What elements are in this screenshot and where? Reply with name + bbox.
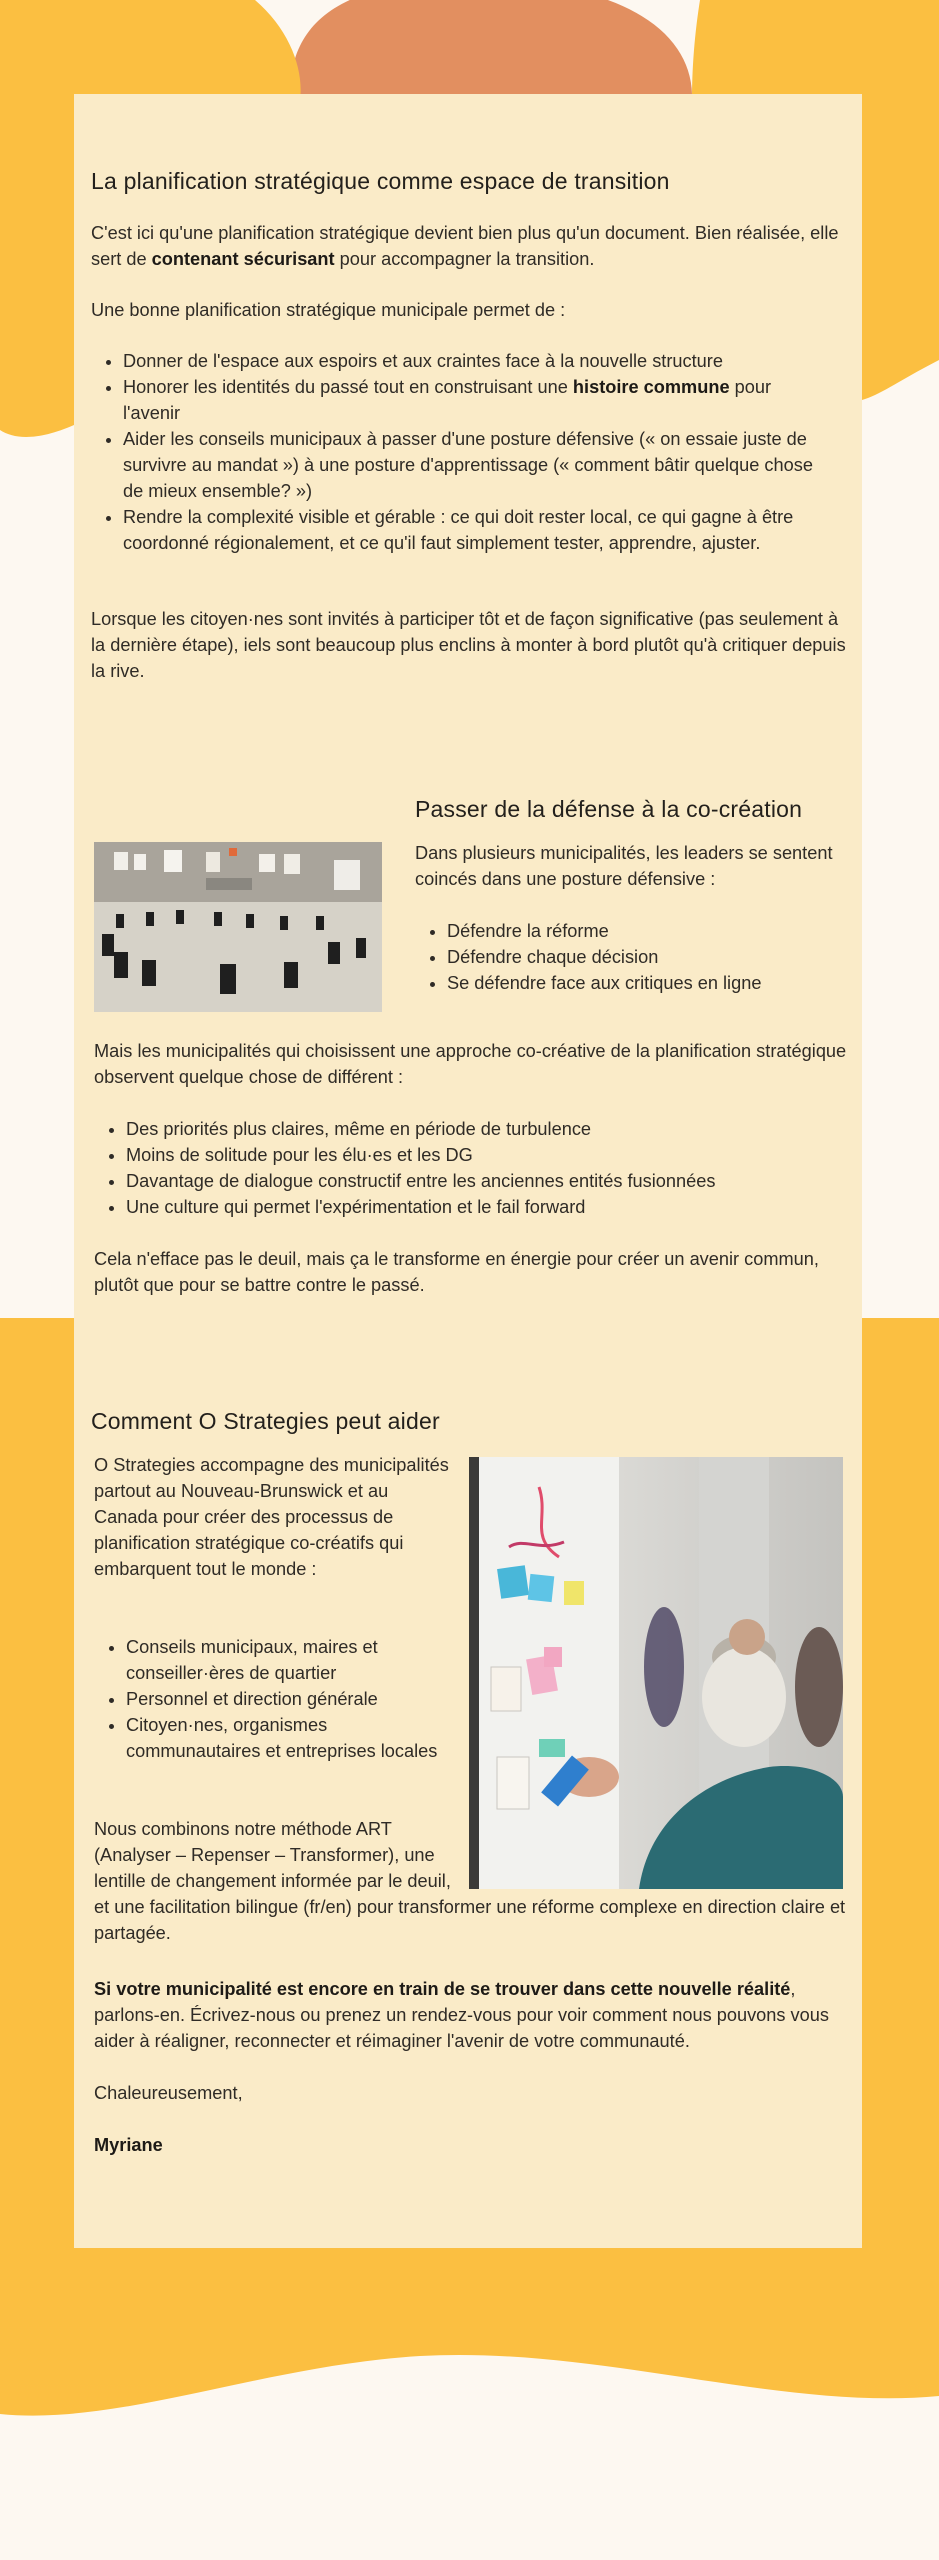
signature: Myriane — [94, 2135, 163, 2155]
list-item: • Des priorités plus claires, même en période de turbulence — [126, 1116, 834, 1142]
section3-bullet-list — [94, 1634, 439, 1764]
section3-method: Nous combinons notre méthode ART (Analyser – Repenser – Transformer), une lentille de changement informée par le deuil, et une facilitation bilingue (fr/en) pour transformer une réforme complexe en direction claire et partagée. — [94, 1819, 846, 1943]
content-card — [74, 94, 862, 2248]
list-item: • Se défendre face aux critiques en ligne — [447, 970, 835, 996]
sign-off: Chaleureusement, — [94, 2083, 243, 2103]
list-item: • Défendre chaque décision — [447, 944, 835, 970]
section1-lead: Une bonne planification stratégique municipale permet de : — [91, 300, 566, 320]
section1-closing: Lorsque les citoyen·nes sont invités à participer tôt et de façon significative (pas seulement à la dernière étape), iels sont beaucoup plus enclins à monter à bord plutôt qu'à critiquer depuis la rive. — [91, 609, 846, 681]
section2-bullet-list — [415, 918, 835, 996]
section2-intro: Dans plusieurs municipalités, les leaders se sentent coincés dans une posture défensive : — [415, 843, 833, 889]
section3-call-to-action: Si votre municipalité est encore en train de se trouver dans cette nouvelle réalité, parlons-en. Écrivez-nous ou prenez un rendez-vous pour voir comment nous pouvons vous aider à réaligner, reconnecter et réimaginer l'avenir de votre communauté. — [94, 1979, 829, 2051]
section2-title: Passer de la défense à la co-création — [415, 796, 803, 822]
section2-middle: Mais les municipalités qui choisissent une approche co-créative de la planification stratégique observent quelque chose de différent : — [94, 1041, 847, 1087]
workshop-room-photo — [94, 842, 382, 1012]
section2-closing: Cela n'efface pas le deuil, mais ça le transforme en énergie pour créer un avenir commun, plutôt que pour se battre contre le passé. — [94, 1249, 819, 1295]
list-item: • Défendre la réforme — [447, 918, 835, 944]
section1-title: La planification stratégique comme espace de transition — [91, 168, 670, 194]
list-item: • Aider les conseils municipaux à passer d'une posture défensive (« on essaie juste de survivre au mandat ») à une posture d'apprentissage (« comment bâtir quelque chose de mieux ensemble? ») — [123, 426, 831, 504]
list-item: • Personnel et direction générale — [126, 1686, 439, 1712]
list-item: • Citoyen·nes, organismes communautaires et entreprises locales — [126, 1712, 439, 1764]
list-item: • Conseils municipaux, maires et conseiller·ères de quartier — [126, 1634, 439, 1686]
section1-intro-bold: contenant sécurisant — [151, 249, 335, 269]
section3-title: Comment O Strategies peut aider — [91, 1408, 440, 1434]
list-item: • Une culture qui permet l'expérimentation et le fail forward — [126, 1194, 834, 1220]
section3-intro: O Strategies accompagne des municipalités partout au Nouveau-Brunswick et au Canada pour créer des processus de planification stratégique co-créatifs qui embarquent tout le monde : — [94, 1455, 449, 1579]
section2-results-list — [94, 1116, 834, 1220]
list-item: • Davantage de dialogue constructif entre les anciennes entités fusionnées — [126, 1168, 834, 1194]
list-item: • Moins de solitude pour les élu·es et les DG — [126, 1142, 834, 1168]
list-item: • Rendre la complexité visible et gérable : ce qui doit rester local, ce qui gagne à être coordonné régionalement, et ce qu'il faut simplement tester, apprendre, ajuster. — [123, 504, 831, 556]
list-item: • Honorer les identités du passé tout en construisant une histoire commune pour l'avenir — [123, 374, 831, 426]
section1-intro: C'est ici qu'une planification stratégique devient bien plus qu'un document. Bien réalisée, elle sert de contenant sécurisant pour accompagner la transition. — [91, 223, 839, 269]
list-item: • Donner de l'espace aux espoirs et aux craintes face à la nouvelle structure — [123, 348, 831, 374]
cta-bold: Si votre municipalité est encore en train de se trouver dans cette nouvelle réalité — [94, 1979, 791, 1999]
section1-bullet-list — [91, 348, 831, 556]
